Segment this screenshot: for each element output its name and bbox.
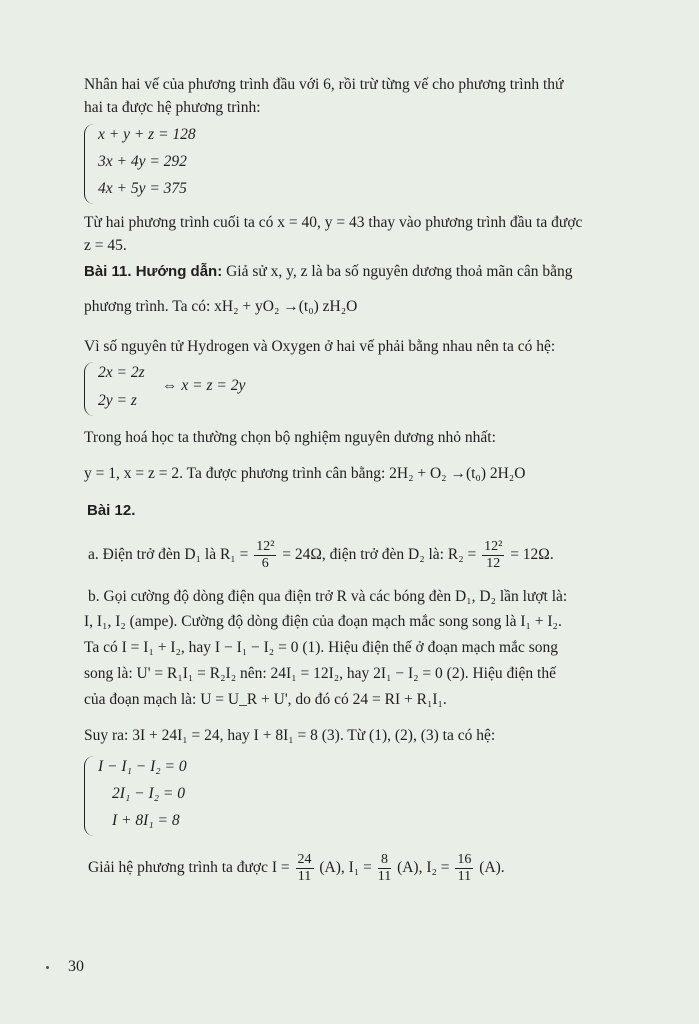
text: = 12Ω. [510,546,554,563]
paragraph-line: hai ta được hệ phương trình: [84,99,261,116]
paragraph-line: Trong hoá học ta thường chọn bộ nghiệm nguyên dương nhỏ nhất: [84,429,496,446]
paragraph-line: Vì số nguyên tử Hydrogen và Oxygen ở hai vế phải bằng nhau nên ta có hệ: [84,338,556,355]
equation: 2I₁ − I₂ = 0 [112,785,186,802]
numerator: 8 [378,852,391,869]
bullet-dot [46,966,49,969]
numerator: 12² [484,538,503,554]
equation: I − I₁ − I₂ = 0 [98,758,187,775]
denominator: 11 [377,868,392,884]
denominator: 12 [486,555,501,571]
text: (A), I₂ = [397,859,450,876]
equation: 2x = 2z [98,364,145,381]
paragraph-line: Từ hai phương trình cuối ta có x = 40, y = 43 thay vào phương trình đầu ta được [84,214,583,231]
final-result-line [88,848,682,888]
text: = 24Ω, điện trở đèn D₂ là: R₂ = [282,546,477,563]
system-brace [84,362,95,416]
paragraph-line: y = 1, x = z = 2. Ta được phương trình cân bằng: 2H₂ + O₂ →(t₀) 2H₂O [84,465,526,482]
equation-result: ⇔ x = z = 2y [162,377,246,394]
fraction [296,852,314,885]
fraction [455,852,473,885]
system-brace [84,756,95,836]
exercise-11-heading [84,261,678,283]
numerator: 16 [457,851,472,867]
paragraph-line: b. Gọi cường độ dòng điện qua điện trở R và các bóng đèn D₁, D₂ lần lượt là: [88,588,568,605]
exercise-title: Bài 11. Hướng dẫn: [84,263,223,280]
equation: x + y + z = 128 [98,126,196,143]
equation: 3x + 4y = 292 [98,153,187,170]
equation: I + 8I₁ = 8 [112,812,180,829]
equation: 2y = z [98,392,137,409]
paragraph-line: Suy ra: 3I + 24I₁ = 24, hay I + 8I₁ = 8 (3). Từ (1), (2), (3) ta có hệ: [84,727,496,744]
fraction [254,539,276,572]
text: (A), I₁ = [319,859,372,876]
exercise-12-title: Bài 12. [87,502,136,519]
paragraph-line: của đoạn mạch là: U = U_R + U', do đó có 24 = RI + R₁I₁. [84,691,447,708]
part-a-line [88,536,682,574]
equation: 4x + 5y = 375 [98,180,187,197]
fraction [482,539,504,572]
paragraph-line: Nhân hai vế của phương trình đầu với 6, rồi trừ từng vế cho phương trình thứ [84,76,564,93]
numerator: 12² [256,538,275,554]
text: (A). [479,859,505,876]
paragraph-line: I, I₁, I₂ (ampe). Cường độ dòng điện của đoạn mạch mắc song song là I₁ + I₂. [84,613,562,630]
numerator: 24 [297,851,312,867]
page-number: 30 [68,958,84,975]
paragraph-text: Giả sử x, y, z là ba số nguyên dương thoả mãn cân bằng [222,263,573,280]
text: Giải hệ phương trình ta được I = [88,859,290,876]
denominator: 6 [261,555,269,571]
paragraph-line: z = 45. [84,237,127,254]
paragraph-line: song là: U' = R₁I₁ = R₂I₂ nên: 24I₁ = 12I₂, hay 2I₁ − I₂ = 0 (2). Hiệu điện thế [84,665,556,682]
paragraph-line: phương trình. Ta có: xH₂ + yO₂ →(t₀) zH₂O [84,298,358,315]
text: a. Điện trở đèn D₁ là R₁ = [88,546,249,563]
system-brace [84,124,95,204]
denominator: 11 [297,868,312,884]
denominator: 11 [457,868,472,884]
paragraph-line: Ta có I = I₁ + I₂, hay I − I₁ − I₂ = 0 (1). Hiệu điện thế ở đoạn mạch mắc song [84,639,559,656]
fraction [378,852,391,885]
